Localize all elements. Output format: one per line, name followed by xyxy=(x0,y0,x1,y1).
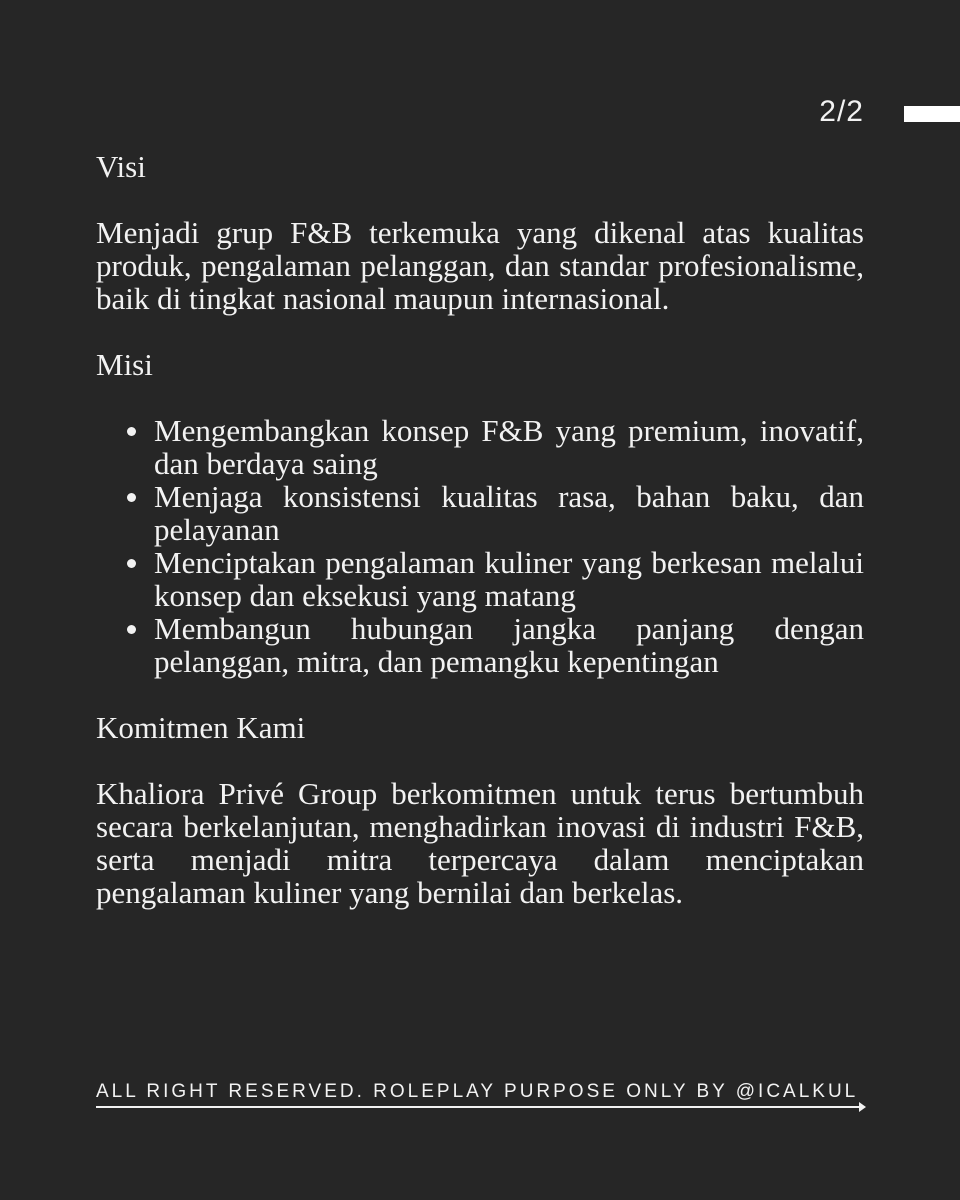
bullet-icon xyxy=(127,559,136,568)
footer-arrow-line xyxy=(96,1106,860,1108)
mission-item xyxy=(154,480,864,546)
mission-item xyxy=(154,612,864,678)
mission-item-text: Mengembangkan konsep F&B yang premium, inovatif, dan berdaya saing xyxy=(154,413,864,481)
commitment-text: Khaliora Privé Group berkomitmen untuk terus bertumbuh secara berkelanjutan, menghadirkan inovasi di industri F&B, serta menjadi mitra terpercaya dalam menciptakan pengalaman kuliner yang bernilai dan berkelas. xyxy=(96,776,864,910)
footer-credit: ALL RIGHT RESERVED. ROLEPLAY PURPOSE ONLY BY @ICALKUL xyxy=(96,1081,859,1102)
vision-heading: Visi xyxy=(96,149,146,184)
mission-item xyxy=(154,414,864,480)
mission-item xyxy=(154,546,864,612)
corner-accent-bar xyxy=(904,106,960,122)
bullet-icon xyxy=(127,625,136,634)
vision-text: Menjadi grup F&B terkemuka yang dikenal atas kualitas produk, pengalaman pelanggan, dan standar profesionalisme, baik di tingkat nasional maupun internasional. xyxy=(96,215,864,316)
arrow-right-icon xyxy=(859,1102,866,1112)
bullet-icon xyxy=(127,427,136,436)
mission-item-text: Membangun hubungan jangka panjang dengan pelanggan, mitra, dan pemangku kepentingan xyxy=(154,611,864,679)
footer xyxy=(96,1080,864,1108)
document-body xyxy=(96,150,864,942)
commitment-heading: Komitmen Kami xyxy=(96,710,306,745)
mission-item-text: Menjaga konsistensi kualitas rasa, bahan baku, dan pelayanan xyxy=(154,479,864,547)
bullet-icon xyxy=(127,493,136,502)
mission-heading: Misi xyxy=(96,347,153,382)
mission-list xyxy=(96,414,864,678)
page-indicator: 2/2 xyxy=(819,95,864,128)
mission-item-text: Menciptakan pengalaman kuliner yang berkesan melalui konsep dan eksekusi yang matang xyxy=(154,545,864,613)
